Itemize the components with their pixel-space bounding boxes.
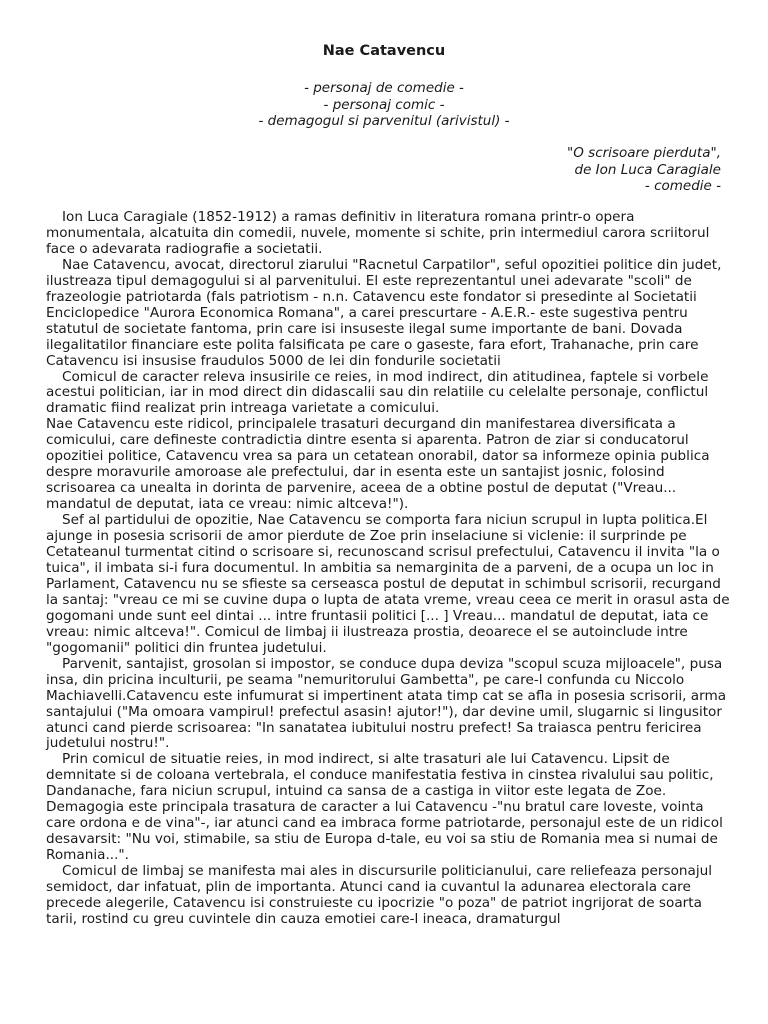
paragraph: Parvenit, santajist, grosolan si impostor, se conduce dupa deviza "scopul scuza mijloacele", pusa insa, din pricina inculturii, pe seama "nemuritorului Gambetta", pe care-l confunda cu Niccolo Machiavelli.Catavencu este infumurat si impertinent atata timp cat se afla in posesia scrisorii, arma santajului ("Ma omoara vampirul! prefectul asasin! ajutor!"), dar devine umil, slugarnic si lingusitor atunci cand pierde scrisoarea: "In sanatatea iubitului nostru prefect! Sa traiasca pentru fericirea judetului nostru!". (46, 655, 727, 752)
subtitle-line: - demagogul si parvenitul (arivistul) - (258, 113, 510, 130)
paragraph: Sef al partidului de opozitie, Nae Catavencu se comporta fara niciun scrupul in lupta politica.El ajunge in posesia scrisorii de amor pierdute de Zoe prin inselaciune si viclenie: il surprinde pe Cetateanul turmentat citind o scrisoare si, recunoscand scrisul prefectului, Catavencu il invita "la o tuica", il imbata si-i fura documentul. In ambitia sa nemarginita de a parveni, de a ocupa un loc in Parlament, Catavencu nu se sfieste sa cerseasca postul de deputat in schimbul scrisorii, recurgand la santaj: "vreau ce mi se cuvine dupa o lupta de atata vreme, vreau ceea ce merit in orasul asta de gogomani unde sunt eel dintai ... intre fruntasii politici [... ] Vreau... mandatul de deputat, iata ce vreau: nimic altceva!". Comicul de limbaj ii ilustreaza prostia, deoarece el se autoinclude intre "gogomanii" politici din fruntea judetului. (46, 512, 730, 656)
source-attribution (361, 145, 721, 195)
paragraph: Comicul de limbaj se manifesta mai ales in discursurile politicianului, care reliefeaza personajul semidoct, dar infatuat, plin de importanta. Atunci cand ia cuvantul la adunarea electorala care precede alegerile, Catavencu isi construieste cu ipocrizie "o poza" de patriot ingrijorat de soarta tarii, rostind cu greu cuvintele din cauza emotiei care-l ineaca, dramaturgul (46, 863, 713, 927)
paragraph: Ion Luca Caragiale (1852-1912) a ramas definitiv in literatura romana printr-o opera monumentala, alcatuita din comedii, nuvele, momente si schite, prin intermediul carora scriitorul face o adevarata radiografie a societatii. (46, 209, 710, 257)
source-author: de Ion Luca Caragiale (574, 161, 721, 178)
paragraph: Comicul de caracter releva insusirile ce reies, in mod indirect, din atitudinea, faptele si vorbele acestui politician, iar in mod direct din didascalii sau din relatiile cu celelalte personaje, conflictul dramatic fiind realizat prin intreaga varietate a comicului. (46, 368, 709, 417)
paragraph: Demagogia este principala trasatura de caracter a lui Catavencu -"nu bratul care loveste, vointa care ordona e de vina"-, iar atunci cand ea imbraca forme patriotarde, personajul este de un ridicol desavarsit: "Nu voi, stimabile, sa stiu de Europa d-tale, eu voi sa stiu de Romania mea si numai de Romania...". (46, 799, 723, 864)
paragraph: Prin comicul de situatie reies, in mod indirect, si alte trasaturi ale lui Catavencu. Lipsit de demnitate si de coloana vertebrala, el conduce manifestatia festiva in cinstea rivalului sau politic, Dandanache, fara niciun scrupul, intuind ca sansa de a castiga in viitor este legata de Zoe. (46, 751, 714, 800)
source-work: "O scrisoare pierduta", (567, 145, 721, 161)
paragraph: Nae Catavencu este ridicol, principalele trasaturi decurgand din manifestarea diversificata a comicului, care defineste contradictia dintre esenta si aparenta. Patron de ziar si conducatorul opozitiei politice, Catavencu vrea sa para un cetatean onorabil, dator sa informeze opinia publica despre moravurile amoroase ale prefectului, dar in esenta este un santajist josnic, folosind scrisoarea ca unealta in dorinta de parvenire, aceea de a obtine postul de deputat ("Vreau... mandatul de deputat, iata ce vreau: nimic altceva!"). (46, 416, 710, 513)
subtitle-line: - personaj comic - (323, 96, 445, 113)
paragraph: Nae Catavencu, avocat, directorul ziarului "Racnetul Carpatilor", seful opozitiei politice din judet, ilustreaza tipul demagogului si al parvenitului. El este reprezentantul unei adevarate "scoli" de frazeologie patriotarda (fals patriotism - n.n. Catavencu este fondator si presedinte al Societatii Enciclopedice "Aurora Economica Romana", a carei prescurtare - A.E.R.- este sugestiva pentru statutul de societate fantoma, prin care isi insuseste ilegal sume importante de bani. Dovada ilegalitatilor financiare este polita falsificata pe care o gaseste, fara efort, Trahanache, prin care Catavencu isi insusise fraudulos 5000 de lei din fondurile societatii (46, 256, 722, 369)
subtitle-line: - personaj de comedie - (304, 80, 464, 96)
subtitle-block (0, 80, 768, 130)
document-body (46, 210, 731, 928)
source-genre: - comedie - (644, 178, 721, 195)
document-title: Nae Catavencu (322, 43, 446, 59)
